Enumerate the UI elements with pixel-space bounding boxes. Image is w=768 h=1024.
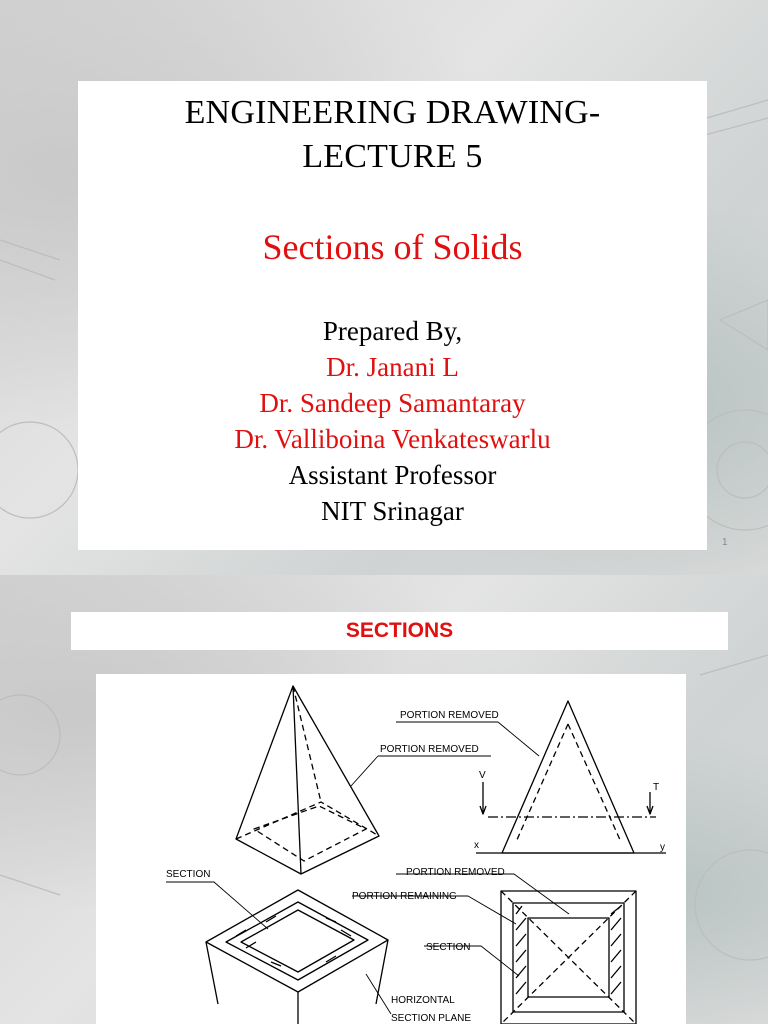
label-portion-removed-right: PORTION REMOVED <box>406 867 505 878</box>
label-horizontal: HORIZONTAL <box>391 995 455 1006</box>
pyramid-section-drawing <box>96 674 686 1024</box>
author-2: Dr. Sandeep Samantaray <box>259 388 526 418</box>
label-portion-removed-mid: PORTION REMOVED <box>380 744 479 755</box>
label-section-left: SECTION <box>166 869 211 880</box>
title-card <box>78 81 707 550</box>
label-view-v: V <box>479 770 486 781</box>
label-section-plane: SECTION PLANE <box>391 1013 472 1024</box>
title-line-1: ENGINEERING DRAWING- <box>184 94 601 131</box>
label-axis-x: x <box>474 840 479 851</box>
author-3: Dr. Valliboina Venkateswarlu <box>234 424 551 454</box>
label-axis-y: y <box>660 842 665 853</box>
slide-number: 1 <box>722 537 728 548</box>
sections-diagram <box>96 674 686 1024</box>
label-portion-remaining: PORTION REMAINING <box>352 891 457 902</box>
leader-lines <box>166 722 569 1014</box>
prepared-by-label: Prepared By, <box>322 316 463 346</box>
pyramid-top-view <box>501 891 636 1024</box>
slide-heading: SECTIONS <box>71 612 728 650</box>
author-1: Dr. Janani L <box>326 352 459 382</box>
sections-slide <box>0 575 768 1024</box>
pyramid-pictorial <box>236 686 379 874</box>
label-view-t: T <box>653 782 660 793</box>
pyramid-front-view <box>476 701 666 853</box>
author-block <box>78 313 707 529</box>
label-section-right: SECTION <box>426 942 471 953</box>
label-portion-removed-top: PORTION REMOVED <box>400 710 499 721</box>
designation: Assistant Professor <box>288 460 497 490</box>
frustum-section <box>206 890 388 1024</box>
lecture-subtitle: Sections of Solids <box>262 227 523 267</box>
institution: NIT Srinagar <box>321 496 464 526</box>
lecture-title <box>78 91 707 179</box>
title-line-2: LECTURE 5 <box>302 138 483 175</box>
